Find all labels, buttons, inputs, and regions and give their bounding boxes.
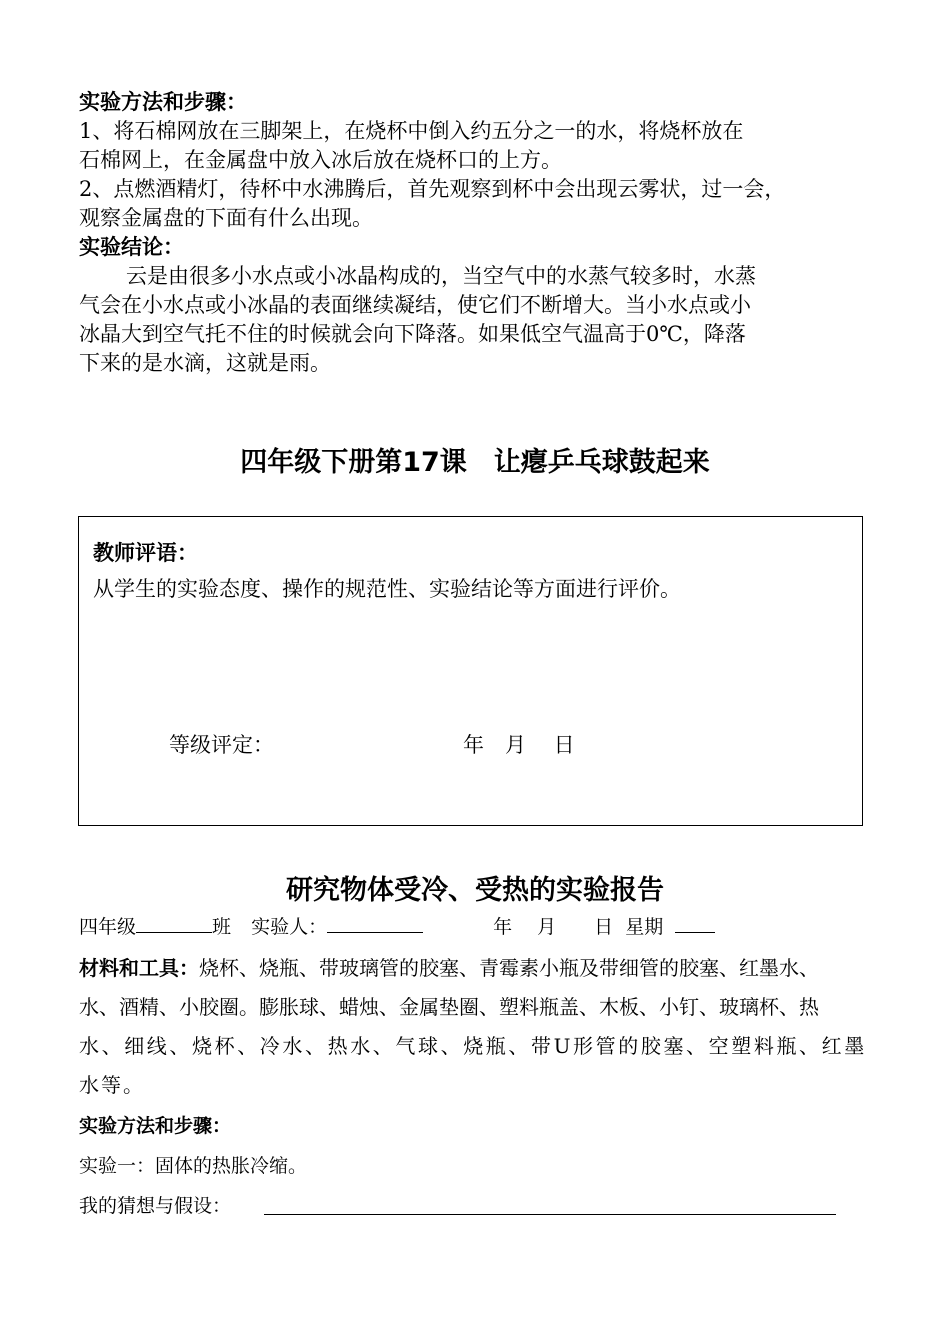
step2-line1: 2、点燃酒精灯，待杯中水沸腾后，首先观察到杯中会出现云雾状，过一会， (79, 177, 786, 201)
comment-date-label: 年 月 日 (463, 733, 575, 757)
guess-blank[interactable] (264, 1214, 836, 1215)
materials-line4: 水等。 (79, 1073, 145, 1097)
guess-line (79, 1192, 231, 1221)
method-heading: 实验方法和步骤： (79, 90, 247, 114)
conclusion-heading: 实验结论： (79, 235, 184, 259)
guess-label: 我的猜想与假设： (79, 1195, 232, 1217)
conclusion-line1: 云是由很多小水点或小冰晶构成的，当空气中的水蒸气较多时，水蒸 (126, 264, 756, 288)
report-method-heading: 实验方法和步骤： (79, 1115, 232, 1137)
materials-heading: 材料和工具： (79, 956, 199, 980)
class-blank[interactable] (136, 912, 212, 933)
conclusion-line2: 气会在小水点或小冰晶的表面继续凝结，使它们不断增大。当小水点或小 (79, 293, 751, 317)
grade-label: 四年级 (79, 916, 137, 938)
materials-line1 (79, 953, 819, 983)
materials-line2: 水、酒精、小胶圈。膨胀球、蜡烛、金属垫圈、塑料瓶盖、木板、小钉、玻璃杯、热 (79, 995, 819, 1019)
report-info-line (79, 912, 715, 942)
lesson-title: 四年级下册第17课 让瘪乒乓球鼓起来 (240, 447, 710, 478)
step2-line2: 观察金属盘的下面有什么出现。 (79, 206, 373, 230)
materials-text1: 烧杯、烧瓶、带玻璃管的胶塞、青霉素小瓶及带细管的胶塞、红墨水、 (199, 956, 819, 980)
conclusion-line4: 下来的是水滴，这就是雨。 (79, 351, 331, 375)
step1-line1: 1、将石棉网放在三脚架上，在烧杯中倒入约五分之一的水，将烧杯放在 (79, 119, 744, 143)
step1-line2: 石棉网上，在金属盘中放入冰后放在烧杯口的上方。 (79, 148, 562, 172)
grade-rating-label: 等级评定： (169, 733, 274, 757)
conclusion-line3: 冰晶大到空气托不住的时候就会向下降落。如果低空气温高于0℃，降落 (79, 322, 746, 346)
experiment-one: 实验一：固体的热胀冷缩。 (79, 1155, 308, 1177)
weekday-blank[interactable] (675, 912, 715, 933)
teacher-comment-text: 从学生的实验态度、操作的规范性、实验结论等方面进行评价。 (93, 577, 681, 601)
weekday-label: 星期 (625, 916, 664, 938)
person-label: 实验人： (251, 916, 328, 938)
class-label: 班 (212, 916, 232, 938)
report-date-label: 年 月 日 (493, 916, 614, 938)
person-blank[interactable] (327, 912, 423, 933)
teacher-comment-box (78, 516, 863, 826)
report-title: 研究物体受冷、受热的实验报告 (286, 875, 664, 906)
materials-line3: 水、细线、烧杯、冷水、热水、气球、烧瓶、带U形管的胶塞、空塑料瓶、红墨 (79, 1034, 867, 1058)
teacher-comment-heading: 教师评语： (93, 541, 198, 565)
